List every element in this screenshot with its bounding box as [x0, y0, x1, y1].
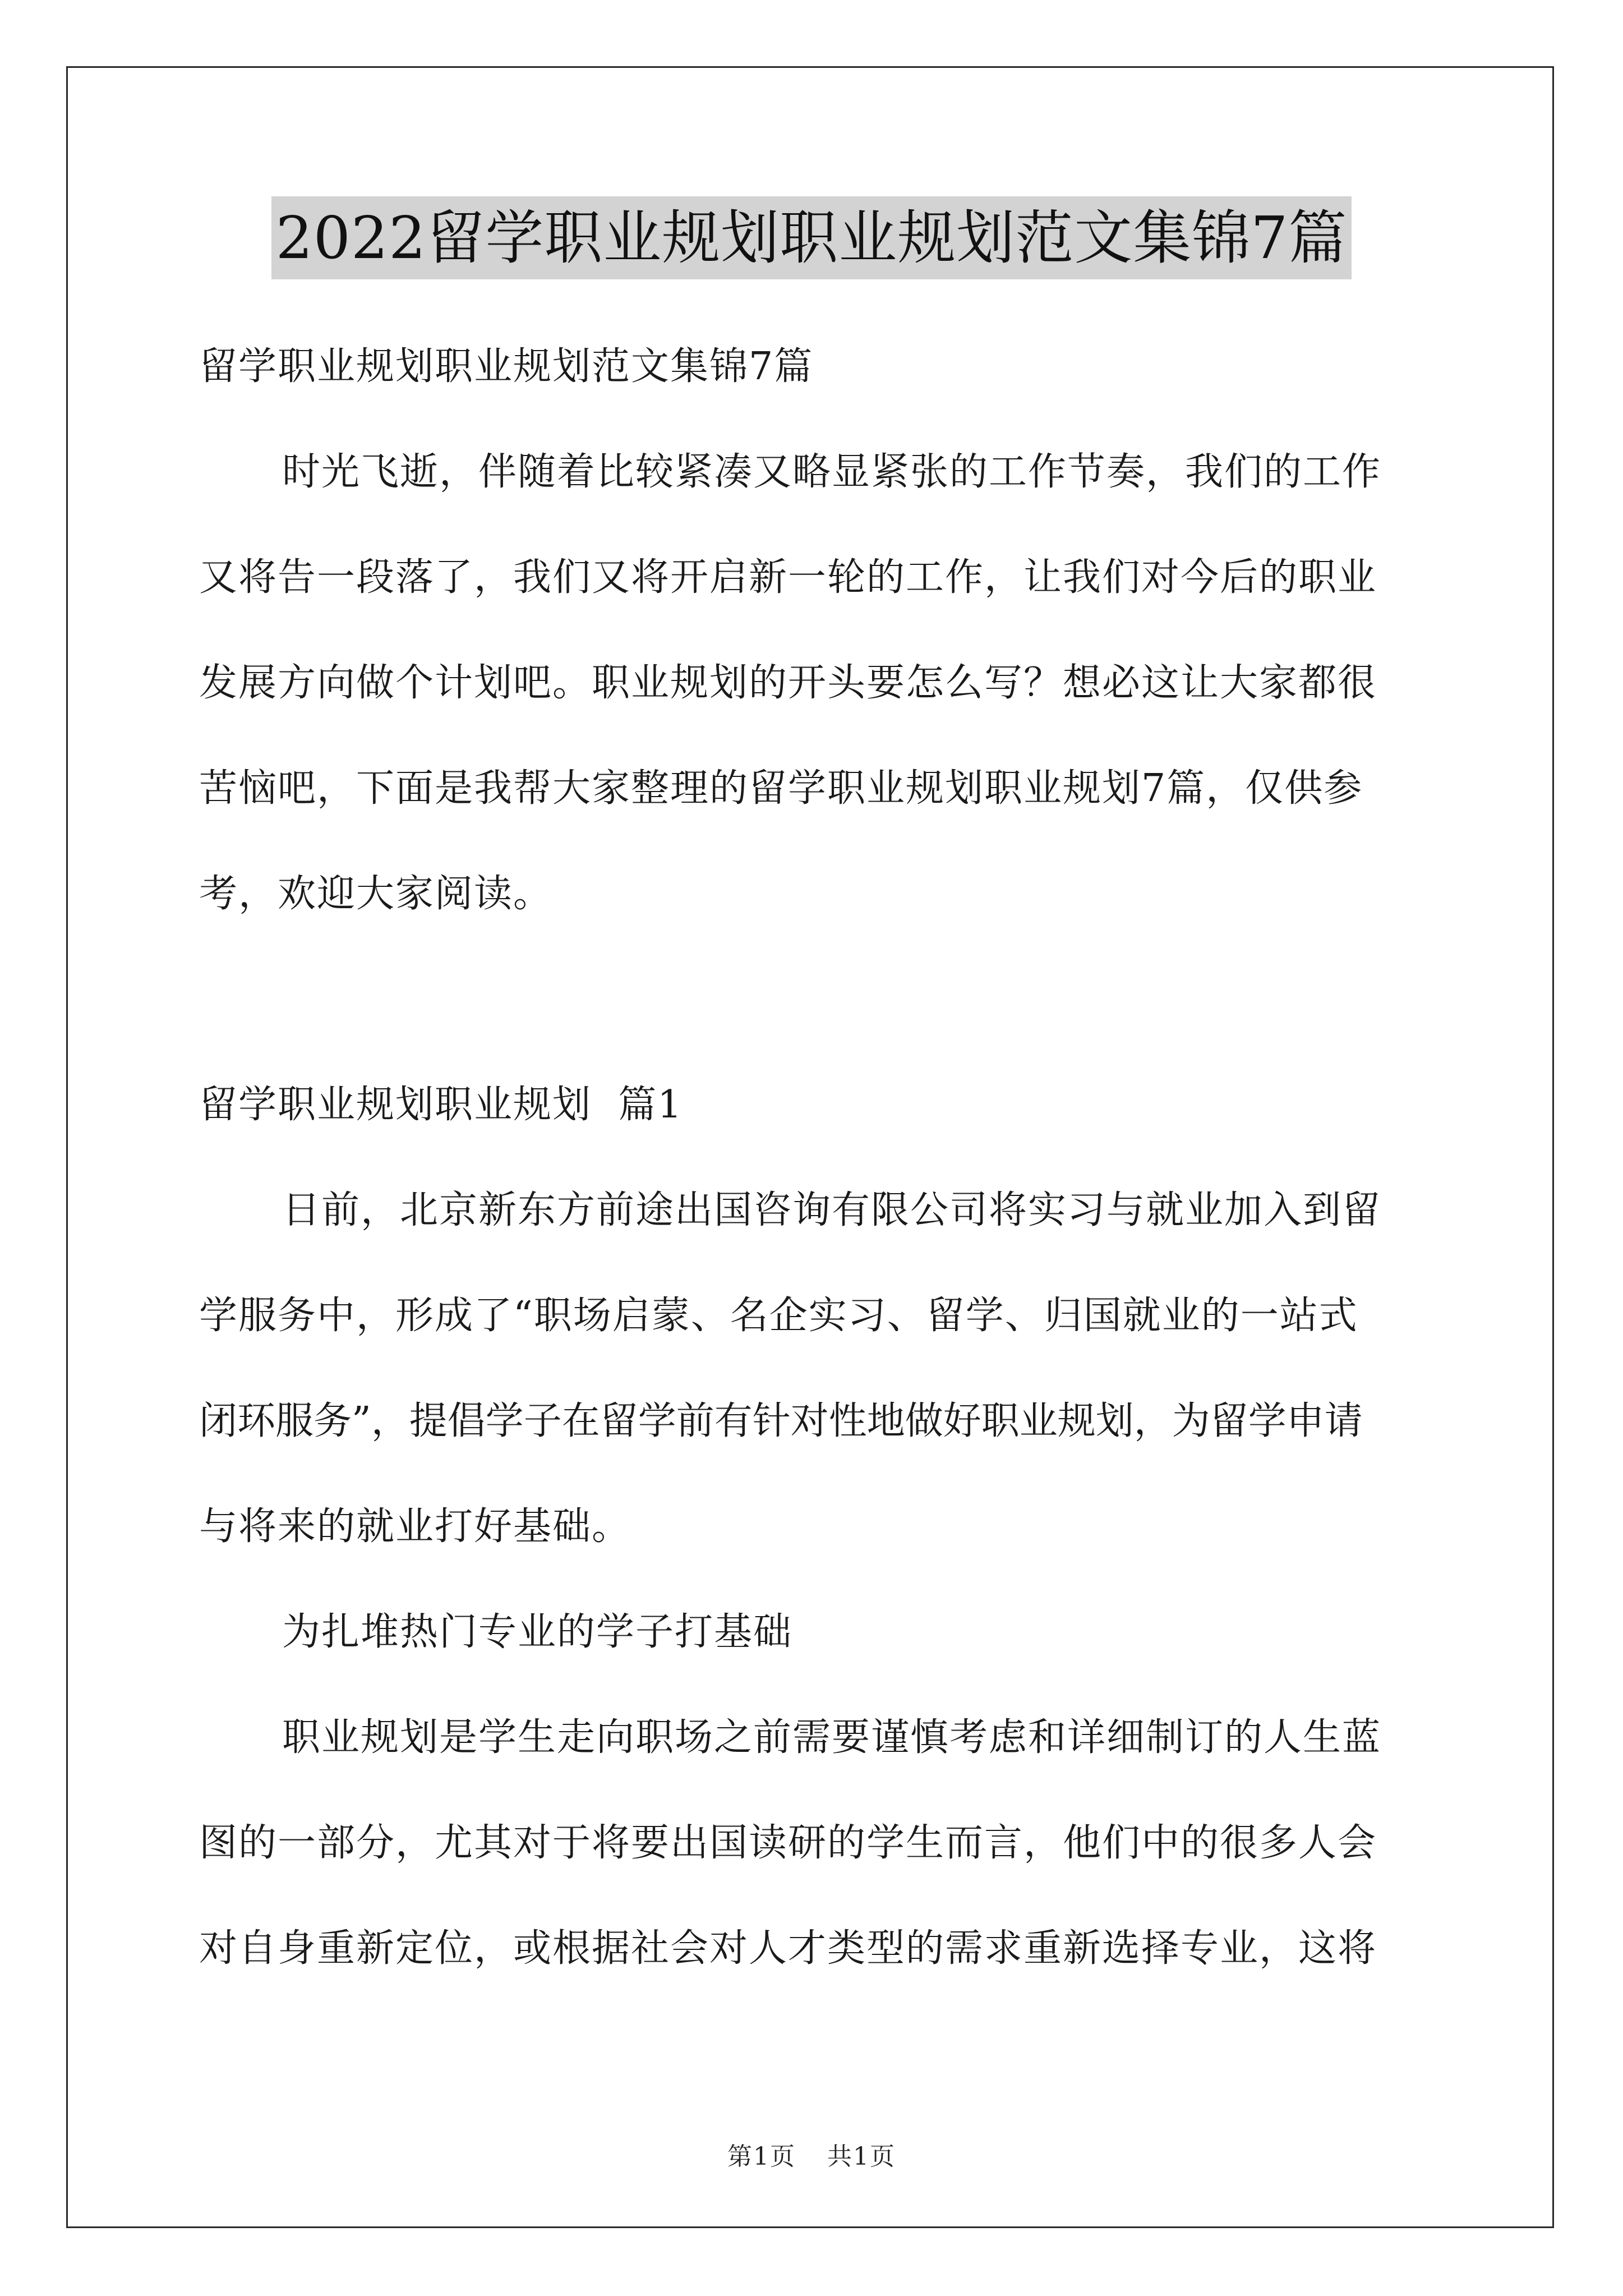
paragraph-line: 日前，北京新东方前途出国咨询有限公司将实习与就业加入到留	[282, 1188, 1382, 1232]
paragraph-line: 学服务中，形成了“职场启蒙、名企实习、留学、归国就业的一站式	[199, 1294, 1358, 1338]
page-number: 第1页	[727, 2142, 796, 2171]
intro-line: 发展方向做个计划吧。职业规划的开头要怎么写？想必这让大家都很	[199, 661, 1377, 705]
paragraph-line: 职业规划是学生走向职场之前需要谨慎考虑和详细制订的人生蓝	[282, 1715, 1382, 1760]
page-total: 共1页	[827, 2142, 896, 2171]
paragraph-line: 闭环服务”，提倡学子在留学前有针对性地做好职业规划，为留学申请	[199, 1399, 1363, 1443]
paragraph-line: 与将来的就业打好基础。	[199, 1504, 631, 1549]
paragraph-line: 图的一部分，尤其对于将要出国读研的学生而言，他们中的很多人会	[199, 1821, 1377, 1865]
document-title-text: 2022留学职业规划职业规划范文集锦7篇	[271, 196, 1352, 279]
intro-line: 时光飞逝，伴随着比较紧凑又略显紧张的工作节奏，我们的工作	[282, 450, 1382, 494]
document-title	[0, 196, 1623, 279]
page-footer	[0, 2136, 1623, 2172]
intro-line: 苦恼吧，下面是我帮大家整理的留学职业规划职业规划7篇，仅供参	[199, 766, 1363, 811]
subtitle: 留学职业规划职业规划范文集锦7篇	[199, 344, 814, 389]
section-heading: 留学职业规划职业规划 篇1	[199, 1083, 683, 1127]
intro-line: 又将告一段落了，我们又将开启新一轮的工作，让我们对今后的职业	[199, 555, 1377, 600]
sub-heading: 为扎堆热门专业的学子打基础	[282, 1610, 793, 1654]
paragraph-line: 对自身重新定位，或根据社会对人才类型的需求重新选择专业，这将	[199, 1926, 1377, 1971]
paragraph-gap	[199, 947, 1427, 1052]
intro-line: 考，欢迎大家阅读。	[199, 872, 553, 916]
document-body	[199, 314, 1427, 2001]
